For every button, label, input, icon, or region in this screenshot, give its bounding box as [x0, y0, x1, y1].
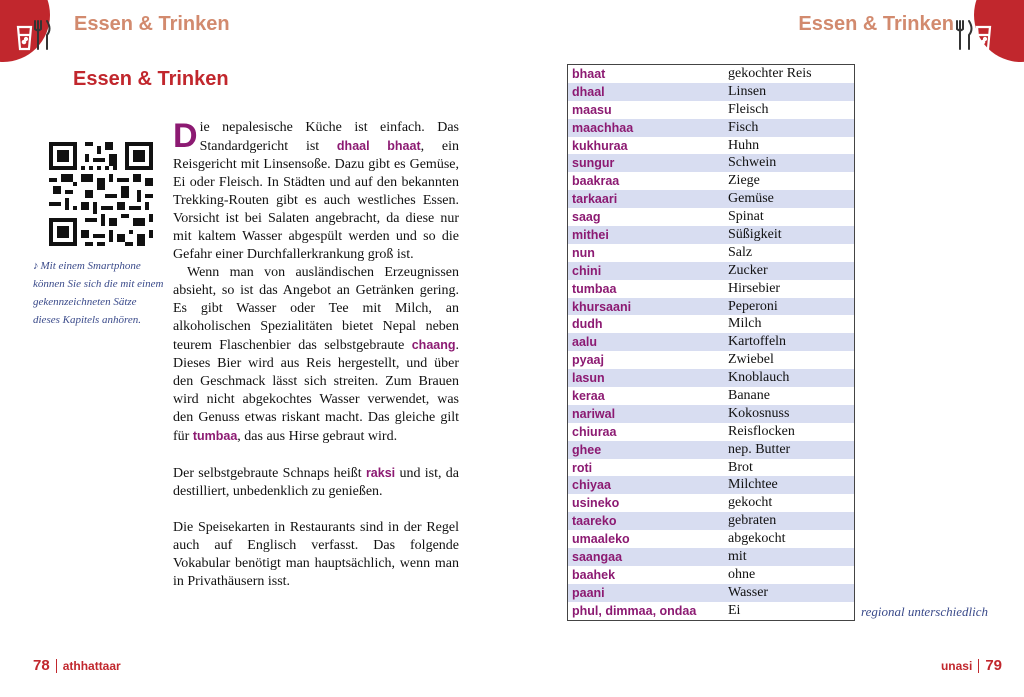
cutlery-and-drinks-icon [954, 15, 998, 55]
vocabulary-row [568, 83, 854, 101]
vocabulary-row [568, 351, 854, 369]
side-note: regional unterschiedlich [861, 604, 988, 619]
vocabulary-row [568, 208, 854, 226]
footer-left [33, 657, 121, 675]
running-title-right: Essen & Trinken [798, 13, 954, 35]
vocabulary-translation: mit [728, 548, 747, 564]
vocabulary-row [568, 476, 854, 494]
vocabulary-word: maasu [572, 102, 612, 117]
article-paragraph: Wenn man von ausländischen Erzeugnissen absieht, so ist das Angebot an Getränken gering. Es gibt Wasser oder Tee mit Milch, an alkoholischen Spezialitäten bietet Nepal neben teurem Flaschenbier das selbstgebraute chaang. Dieses Bier wird aus Reis hergestellt, und über den Geschmack lässt sich streiten. Zum Brauen wird nicht abgekochtes Wasser verwendet, was den Genuss etwas riskant macht. Das gleiche gilt für tumbaa, das aus Hirse gebraut wird. [173, 265, 459, 444]
vocabulary-row [568, 119, 854, 137]
page-number-word-left: athhattaar [56, 659, 121, 673]
vocabulary-translation: Linsen [728, 83, 767, 99]
vocabulary-word: kukhuraa [572, 138, 628, 153]
vocabulary-translation: Fisch [728, 119, 759, 135]
chapter-title: Essen & Trinken [73, 68, 229, 90]
vocabulary-row [568, 333, 854, 351]
vocabulary-word: khursaani [572, 299, 632, 314]
vocabulary-table [567, 64, 855, 621]
vocabulary-word: chiuraa [572, 424, 617, 439]
vocabulary-word: roti [572, 460, 593, 475]
vocabulary-word: aalu [572, 335, 598, 350]
vocabulary-word: nariwal [572, 406, 616, 421]
vocabulary-word: lasun [572, 371, 605, 386]
footer-right [941, 657, 1002, 675]
term-highlight: chaang [411, 338, 456, 352]
vocabulary-word: chini [572, 263, 602, 278]
vocabulary-translation: Knoblauch [728, 370, 790, 386]
vocabulary-translation: Zwiebel [728, 352, 774, 368]
term-highlight: raksi [365, 466, 396, 480]
drop-cap: D [173, 117, 198, 155]
vocabulary-row [568, 262, 854, 280]
article-body [173, 119, 459, 591]
page-number-left: 78 [33, 657, 50, 674]
cutlery-and-drinks-icon [10, 15, 54, 55]
vocabulary-word: bhaat [572, 66, 606, 81]
vocabulary-word: dudh [572, 317, 603, 332]
article-paragraph: Die Speisekarten in Restaurants sind in der Regel auch auf Englisch verfasst. Das folgende Vokabular benötigt man hauptsächlich, wenn man in Privathäusern isst. [173, 520, 459, 589]
vocabulary-translation: nep. Butter [728, 441, 791, 457]
vocabulary-row [568, 172, 854, 190]
vocabulary-row [568, 280, 854, 298]
audio-icon: ♪ [33, 260, 39, 272]
vocabulary-word: chiyaa [572, 478, 611, 493]
vocabulary-translation: gekocht [728, 495, 773, 511]
vocabulary-translation: Hirsebier [728, 280, 781, 296]
vocabulary-word: dhaal [572, 84, 605, 99]
vocabulary-translation: Zucker [728, 262, 768, 278]
vocabulary-word: paani [572, 585, 605, 600]
vocabulary-translation: Huhn [728, 137, 760, 153]
vocabulary-translation: Fleisch [728, 101, 769, 117]
vocabulary-word: umaaleko [572, 532, 630, 547]
vocabulary-word: tumbaa [572, 281, 617, 296]
vocabulary-word: baakraa [572, 174, 620, 189]
vocabulary-translation: Salz [728, 244, 753, 260]
vocabulary-translation: Milch [728, 316, 762, 332]
vocabulary-word: tarkaari [572, 192, 618, 207]
vocabulary-word: mithei [572, 227, 609, 242]
vocabulary-word: phul, dimmaa, ondaa [572, 603, 697, 618]
vocabulary-word: keraa [572, 388, 605, 403]
vocabulary-row [568, 459, 854, 477]
vocabulary-row [568, 65, 854, 83]
vocabulary-translation: Ei [728, 602, 741, 618]
vocabulary-word: baahek [572, 567, 616, 582]
vocabulary-word: taareko [572, 514, 617, 529]
vocabulary-translation: Kartoffeln [728, 334, 787, 350]
vocabulary-translation: Kokosnuss [728, 405, 790, 421]
qr-caption [33, 257, 165, 329]
vocabulary-row [568, 154, 854, 172]
vocabulary-translation: Süßigkeit [728, 226, 782, 242]
vocabulary-translation: Schwein [728, 155, 777, 171]
vocabulary-word: nun [572, 245, 595, 260]
vocabulary-translation: gekochter Reis [728, 65, 812, 81]
article-paragraph: Die nepalesische Küche ist einfach. Das Standardgericht ist dhaal bhaat, ein Reisgericht mit Linsensoße. Dazu gibt es Gemüse, Ei oder Fleisch. In Städten und auf den bekannten Trekking-Routen gibt es auch westliches Essen. Vorsicht ist bei Salaten angebracht, da diese nur mit kaltem Wasser abgespült werden und so die Gefahr einer Durchfallerkrankung groß ist. [173, 117, 459, 262]
vocabulary-translation: Banane [728, 387, 770, 403]
vocabulary-translation: gebraten [728, 513, 777, 529]
vocabulary-row [568, 441, 854, 459]
vocabulary-row [568, 566, 854, 584]
vocabulary-row [568, 530, 854, 548]
vocabulary-row [568, 387, 854, 405]
vocabulary-translation: Spinat [728, 209, 764, 225]
page-number-word-right: unasi [941, 659, 979, 673]
vocabulary-row [568, 244, 854, 262]
term-highlight: tumbaa [192, 429, 238, 443]
vocabulary-row [568, 101, 854, 119]
qr-code[interactable] [49, 142, 153, 246]
vocabulary-row [568, 190, 854, 208]
vocabulary-row [568, 423, 854, 441]
vocabulary-word: sungur [572, 156, 615, 171]
vocabulary-row [568, 548, 854, 566]
vocabulary-translation: Brot [728, 459, 753, 475]
vocabulary-translation: Peperoni [728, 298, 778, 314]
article-paragraph: Der selbstgebraute Schnaps heißt raksi und ist, da destilliert, unbedenklich zu genießen. [173, 466, 459, 499]
vocabulary-row [568, 602, 854, 620]
vocabulary-row [568, 494, 854, 512]
vocabulary-row [568, 584, 854, 602]
vocabulary-row [568, 315, 854, 333]
vocabulary-translation: Reisflocken [728, 423, 795, 439]
vocabulary-row [568, 369, 854, 387]
vocabulary-translation: abgekocht [728, 531, 786, 547]
vocabulary-translation: Gemüse [728, 191, 774, 207]
term-highlight: dhaal bhaat [336, 139, 421, 153]
vocabulary-row [568, 226, 854, 244]
running-title-left: Essen & Trinken [74, 13, 230, 35]
vocabulary-translation: ohne [728, 566, 756, 582]
vocabulary-word: saangaa [572, 549, 623, 564]
vocabulary-row [568, 512, 854, 530]
vocabulary-word: ghee [572, 442, 602, 457]
vocabulary-translation: Milchtee [728, 477, 778, 493]
vocabulary-translation: Wasser [728, 584, 769, 600]
qr-caption-text: Mit einem Smartphone können Sie sich die mit einem gekennzeichneten Sätze dieses Kapitels anhören. [33, 260, 164, 326]
vocabulary-row [568, 137, 854, 155]
vocabulary-word: maachhaa [572, 120, 634, 135]
page-number-right: 79 [985, 657, 1002, 674]
vocabulary-translation: Ziege [728, 173, 760, 189]
vocabulary-word: pyaaj [572, 353, 604, 368]
vocabulary-row [568, 405, 854, 423]
vocabulary-word: saag [572, 210, 601, 225]
vocabulary-row [568, 298, 854, 316]
vocabulary-word: usineko [572, 496, 620, 511]
